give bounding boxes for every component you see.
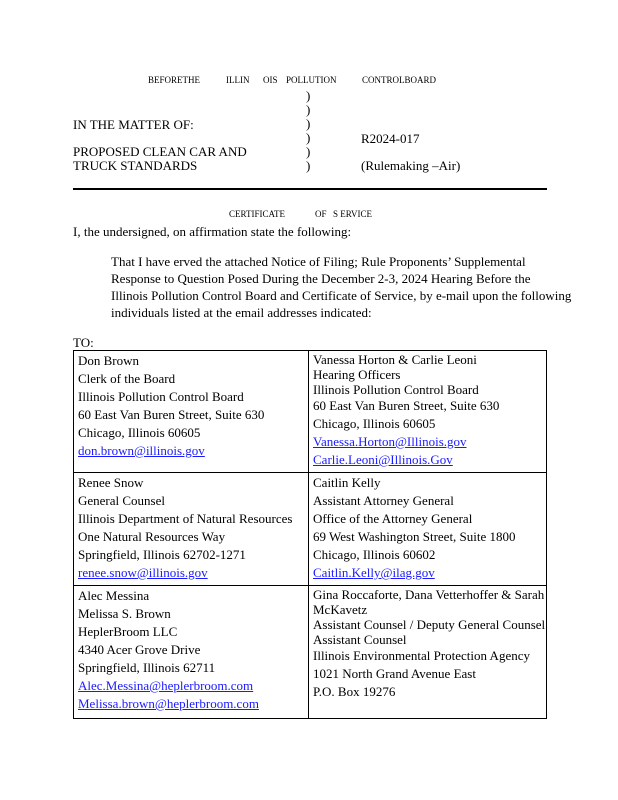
recipient-cell: Gina Roccaforte, Dana Vetterhoffer & Sarah McKavetz Assistant Counsel / Deputy General Counsel Assistant Counsel Illinois Environmental Protection Agency 1021 North Grand Avenue East P.O. Box 19276 (309, 586, 547, 719)
recipient-cell: Don Brown Clerk of the Board Illinois Pollution Control Board 60 East Van Buren Street, Suite 630 Chicago, Illinois 60605 don.brown@illinois.gov (74, 351, 309, 473)
to-label: TO: (73, 335, 94, 350)
caption-divider (73, 188, 547, 190)
recipient-cell: Renee Snow General Counsel Illinois Department of Natural Resources One Natural Resources Way Springfield, Illinois 62702-1271 renee.snow@illinois.gov (74, 473, 309, 586)
certificate-body: That I have erved the attached Notice of Filing; Rule Proponents’ Supplemental Response to Question Posed During the December 2-3, 2024 Hearing Before the Illinois Pollution Control Board and Certificate of Service, by e-mail upon the following individuals listed at the email addresses indicated: (111, 254, 572, 320)
email-link[interactable]: Vanessa.Horton@Illinois.gov (313, 434, 467, 449)
recipient-cell: Caitlin Kelly Assistant Attorney General Office of the Attorney General 69 West Washington Street, Suite 1800 Chicago, Illinois 60602 Caitlin.Kelly@ilag.gov (309, 473, 547, 586)
matter-title-line1: PROPOSED CLEAN CAR AND (73, 144, 247, 159)
board-title-part: OIS (263, 75, 278, 85)
table-row (74, 586, 547, 719)
board-title-part: CONTROLBOARD (362, 75, 437, 85)
email-link[interactable]: Melissa.brown@heplerbroom.com (78, 696, 259, 711)
service-list-table (73, 350, 547, 719)
certificate-title-part: OF (315, 209, 327, 219)
board-title-part: ILLIN (226, 75, 250, 85)
caption-paren-column: ) ) ) ) ) ) (306, 88, 311, 173)
board-title-part: POLLUTION (286, 75, 337, 85)
case-number: R2024-017 (361, 131, 420, 146)
email-link[interactable]: renee.snow@illinois.gov (78, 565, 208, 580)
email-link[interactable]: Caitlin.Kelly@ilag.gov (313, 565, 435, 580)
certificate-intro: I, the undersigned, on affirmation state the following: (73, 224, 352, 239)
certificate-title-part: S ERVICE (333, 209, 373, 219)
matter-label: IN THE MATTER OF: (73, 117, 194, 132)
email-link[interactable]: Carlie.Leoni@Illinois.Gov (313, 452, 453, 467)
board-title-part: BEFORETHE (148, 75, 201, 85)
table-row (74, 473, 547, 586)
email-link[interactable]: Alec.Messina@heplerbroom.com (78, 678, 254, 693)
matter-title-line2: TRUCK STANDARDS (73, 158, 198, 173)
email-link[interactable]: don.brown@illinois.gov (78, 443, 205, 458)
case-type: (Rulemaking –Air) (361, 158, 461, 173)
recipient-cell: Alec Messina Melissa S. Brown HeplerBroom LLC 4340 Acer Grove Drive Springfield, Illinois 62711 Alec.Messina@heplerbroom.com Melissa.brown@heplerbroom.com (74, 586, 309, 719)
recipient-cell: Vanessa Horton & Carlie Leoni Hearing Officers Illinois Pollution Control Board 60 East Van Buren Street, Suite 630 Chicago, Illinois 60605 Vanessa.Horton@Illinois.gov Carlie.Leoni@Illinois.Gov (309, 351, 547, 473)
certificate-title-part: CERTIFICATE (229, 209, 285, 219)
table-row (74, 351, 547, 473)
